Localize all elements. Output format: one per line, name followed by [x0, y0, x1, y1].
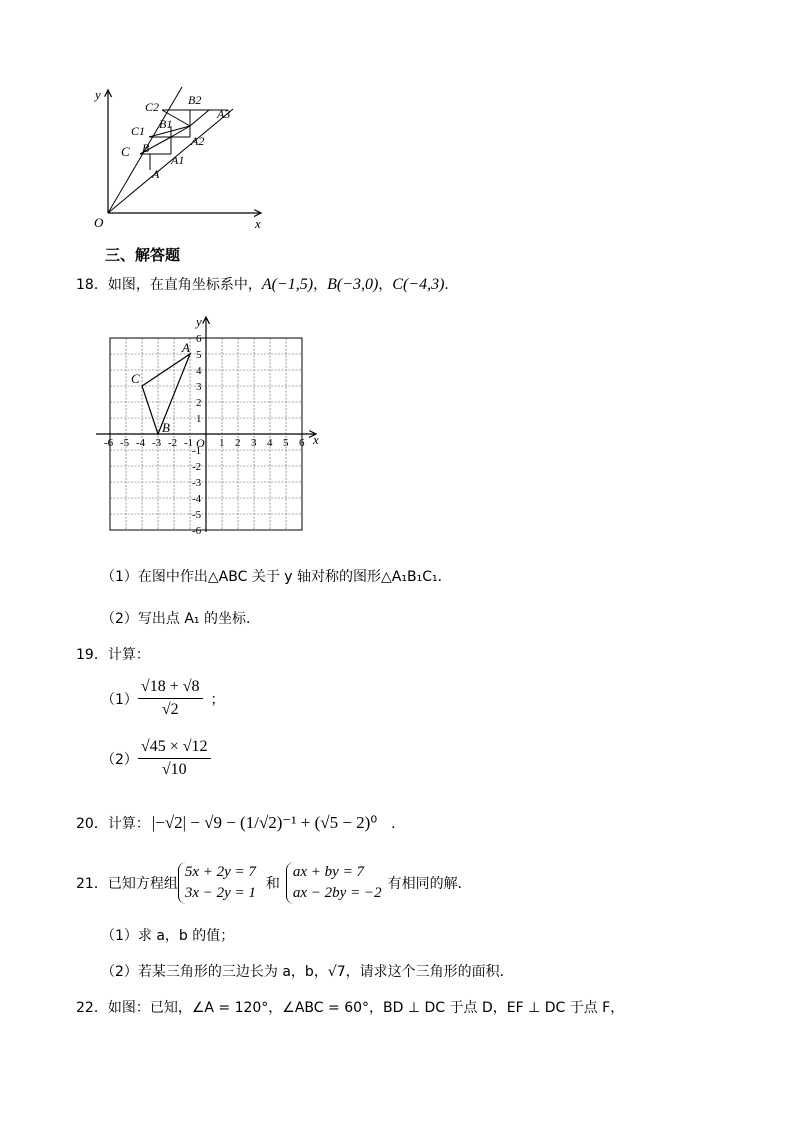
- grid-y-label: y: [196, 314, 202, 329]
- fig-label-c2: C2: [145, 100, 160, 114]
- y-tick-label: -6: [192, 525, 202, 536]
- fig-label-a2: A2: [191, 134, 205, 148]
- x-tick-label: -3: [152, 437, 162, 449]
- q19-part1-fraction: [138, 678, 203, 719]
- q18-sep-2: ，: [378, 277, 393, 293]
- fig-label-x: x: [255, 216, 261, 231]
- grid-origin-label: O: [196, 436, 205, 450]
- x-tick-label: 1: [219, 437, 225, 449]
- q19-part2-label: （2）: [101, 751, 138, 768]
- q19-part2: [101, 738, 211, 779]
- q19-part1-label: （1）: [101, 691, 138, 708]
- q19-part2-fraction: [138, 738, 211, 779]
- q19-part2-denominator: √10: [161, 761, 187, 778]
- q18-stem: [76, 274, 458, 294]
- q19-part1: [101, 678, 225, 719]
- fig-label-y: y: [95, 87, 101, 102]
- q21-sys2-eq2: ax − 2by = −2: [292, 885, 382, 901]
- q18-point-c: C(−4,3): [392, 276, 445, 293]
- q21-system-2: [286, 862, 382, 904]
- q20-number: 20．: [76, 816, 108, 832]
- y-tick-label: 1: [196, 413, 202, 425]
- q18-stem-end: ．: [444, 277, 459, 293]
- y-tick-label: 3: [196, 381, 202, 393]
- x-tick-label: -6: [104, 437, 114, 449]
- fig-label-b1: B1: [159, 117, 173, 131]
- fig-label-b2: B2: [188, 93, 202, 107]
- q21-part1: （1）求 a，b 的值；: [101, 928, 235, 944]
- fig-label-a: A: [152, 167, 160, 181]
- q21-system-1: [178, 862, 256, 904]
- q21: [76, 862, 472, 904]
- vertex-c-label: C: [131, 371, 140, 386]
- q19-stem: [76, 644, 150, 664]
- figure-q17: [85, 82, 270, 232]
- q22-text: 如图：已知，∠A = 120°，∠ABC = 60°，BD ⊥ DC 于点 D，EF ⊥ DC 于点 F，: [107, 1000, 625, 1016]
- fig-label-a1: A1: [171, 153, 185, 167]
- q19-part1-numerator: √18 + √8: [138, 678, 203, 699]
- vertex-b-label: B: [162, 420, 170, 435]
- q19-number: 19．: [76, 647, 108, 663]
- q18-grid-figure: [94, 314, 330, 536]
- q20-end: ．: [391, 816, 406, 832]
- q20: [76, 813, 405, 833]
- x-tick-label: 5: [283, 437, 289, 449]
- vertex-a-label: A: [182, 340, 190, 355]
- q21-part2: （2）若某三角形的三边长为 a，b，√7，请求这个三角形的面积．: [101, 964, 514, 980]
- q22: [76, 997, 624, 1017]
- q21-number: 21．: [76, 876, 108, 892]
- y-tick-label: -2: [192, 461, 202, 473]
- section-title: 三、解答题: [105, 246, 181, 264]
- q18-stem-text: 如图，在直角坐标系中，: [107, 277, 262, 293]
- q21-sys1-eq1: 5x + 2y = 7: [184, 864, 256, 880]
- q18-part2: （2）写出点 A₁ 的坐标．: [101, 611, 260, 627]
- x-tick-label: 6: [299, 437, 305, 449]
- q19-part1-end: ；: [210, 691, 225, 708]
- y-tick-label: -4: [192, 493, 202, 505]
- q21-and: 和: [265, 876, 280, 892]
- y-tick-label: -3: [192, 477, 202, 489]
- fig-label-a3: A3: [217, 107, 231, 121]
- fig-label-b: B: [142, 141, 150, 155]
- q21-sys1-eq2: 3x − 2y = 1: [184, 885, 256, 901]
- y-tick-label: 4: [196, 365, 202, 377]
- q21-suffix: 有相同的解．: [387, 876, 472, 892]
- x-tick-label: 3: [251, 437, 257, 449]
- q20-prefix: 计算：: [107, 816, 150, 832]
- y-tick-label: -1: [192, 445, 202, 457]
- q19-part1-denominator: √2: [161, 701, 179, 718]
- x-tick-label: -4: [136, 437, 146, 449]
- fig-label-c: C: [121, 144, 130, 159]
- fig-label-c1: C1: [131, 124, 146, 138]
- x-tick-label: -2: [168, 437, 178, 449]
- fig-label-o: O: [94, 215, 104, 230]
- y-tick-label: 6: [196, 333, 202, 345]
- q21-sys2-eq1: ax + by = 7: [292, 864, 364, 880]
- x-tick-label: 2: [235, 437, 241, 449]
- grid-x-label: x: [313, 432, 319, 447]
- q18-point-a: A(−1,5): [261, 276, 314, 293]
- x-tick-label: -1: [184, 437, 194, 449]
- y-tick-label: 2: [196, 397, 202, 409]
- x-tick-label: -5: [120, 437, 130, 449]
- q18-point-b: B(−3,0): [327, 276, 379, 293]
- y-tick-label: 5: [196, 349, 202, 361]
- q18-number: 18．: [76, 277, 108, 293]
- q22-number: 22．: [76, 1000, 108, 1016]
- q18-sep-1: ，: [313, 277, 328, 293]
- y-tick-label: -5: [192, 509, 202, 521]
- q18-part1: （1）在图中作出△ABC 关于 y 轴对称的图形△A₁B₁C₁．: [101, 569, 452, 585]
- q19-part2-numerator: √45 × √12: [138, 738, 211, 759]
- q20-expression: |−√2| − √9 − (1/√2)⁻¹ + (√5 − 2)⁰: [151, 813, 378, 832]
- q19-title: 计算：: [107, 647, 150, 663]
- x-tick-label: 4: [267, 437, 273, 449]
- q21-prefix: 已知方程组: [107, 876, 178, 892]
